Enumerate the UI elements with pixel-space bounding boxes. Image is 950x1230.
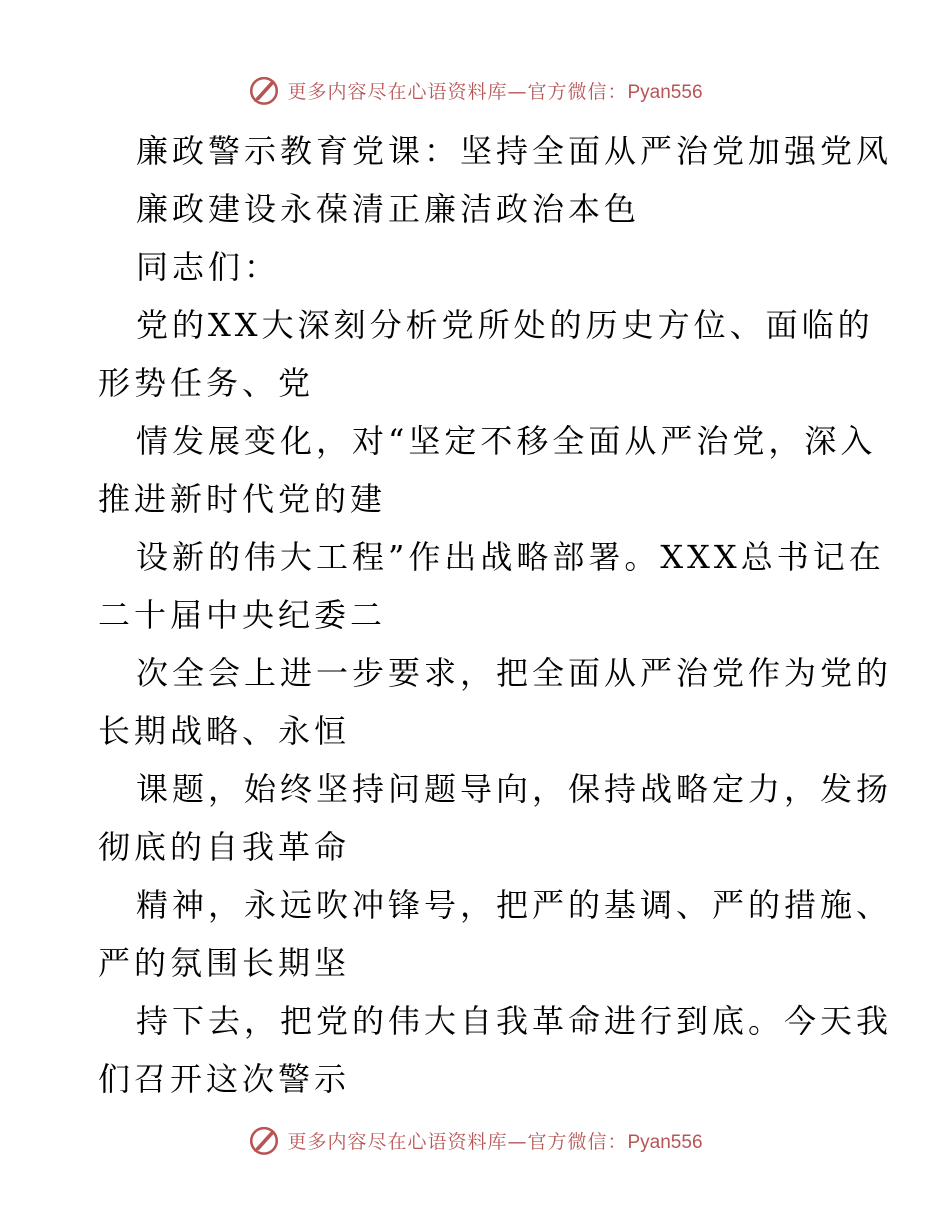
text-line: 次全会上进一步要求，把全面从严治党作为党的 [136, 654, 893, 692]
text-line: 党的XX大深刻分析党所处的历史方位、面临的 [136, 306, 874, 344]
watermark-text [287, 1127, 702, 1154]
watermark-suffix: 官方微信： [527, 80, 628, 103]
text-line: 持下去，把党的伟大自我革命进行到底。今天我 [136, 1002, 893, 1040]
watermark-handle: Pyan556 [627, 81, 703, 103]
quill-pen-logo-icon [247, 1123, 281, 1157]
document-body [98, 122, 893, 1108]
text-line: 精神，永远吹冲锋号，把严的基调、严的措施、 [136, 886, 893, 924]
text-line: 长期战略、永恒 [98, 712, 351, 750]
text-line: 们召开这次警示 [98, 1060, 351, 1098]
text-line: 情发展变化，对“坚定不移全面从严治党，深入 [136, 422, 877, 460]
watermark-separator: — [507, 1130, 528, 1153]
footer-watermark [0, 1120, 950, 1160]
watermark-main: 更多内容尽在心语资料库 [287, 80, 508, 103]
text-line: 课题，始终坚持问题导向，保持战略定力，发扬 [136, 770, 893, 808]
text-line: 设新的伟大工程”作出战略部署。XXX总书记在 [136, 538, 885, 576]
text-line: 二十届中央纪委二 [98, 596, 387, 634]
watermark-separator: — [507, 80, 528, 103]
text-line: 推进新时代党的建 [98, 480, 387, 518]
watermark-text [287, 77, 702, 104]
text-line: 廉政警示教育党课：坚持全面从严治党加强党风 [136, 132, 893, 170]
text-line: 彻底的自我革命 [98, 828, 351, 866]
quill-pen-logo-icon [247, 73, 281, 107]
watermark-suffix: 官方微信： [527, 1130, 628, 1153]
text-line: 廉政建设永葆清正廉洁政治本色 [136, 190, 641, 228]
text-line: 同志们： [136, 248, 281, 286]
header-watermark [0, 70, 950, 110]
watermark-main: 更多内容尽在心语资料库 [287, 1130, 508, 1153]
text-line: 严的氛围长期坚 [98, 944, 351, 982]
watermark-handle: Pyan556 [627, 1131, 703, 1153]
text-line: 形势任务、党 [98, 364, 315, 402]
